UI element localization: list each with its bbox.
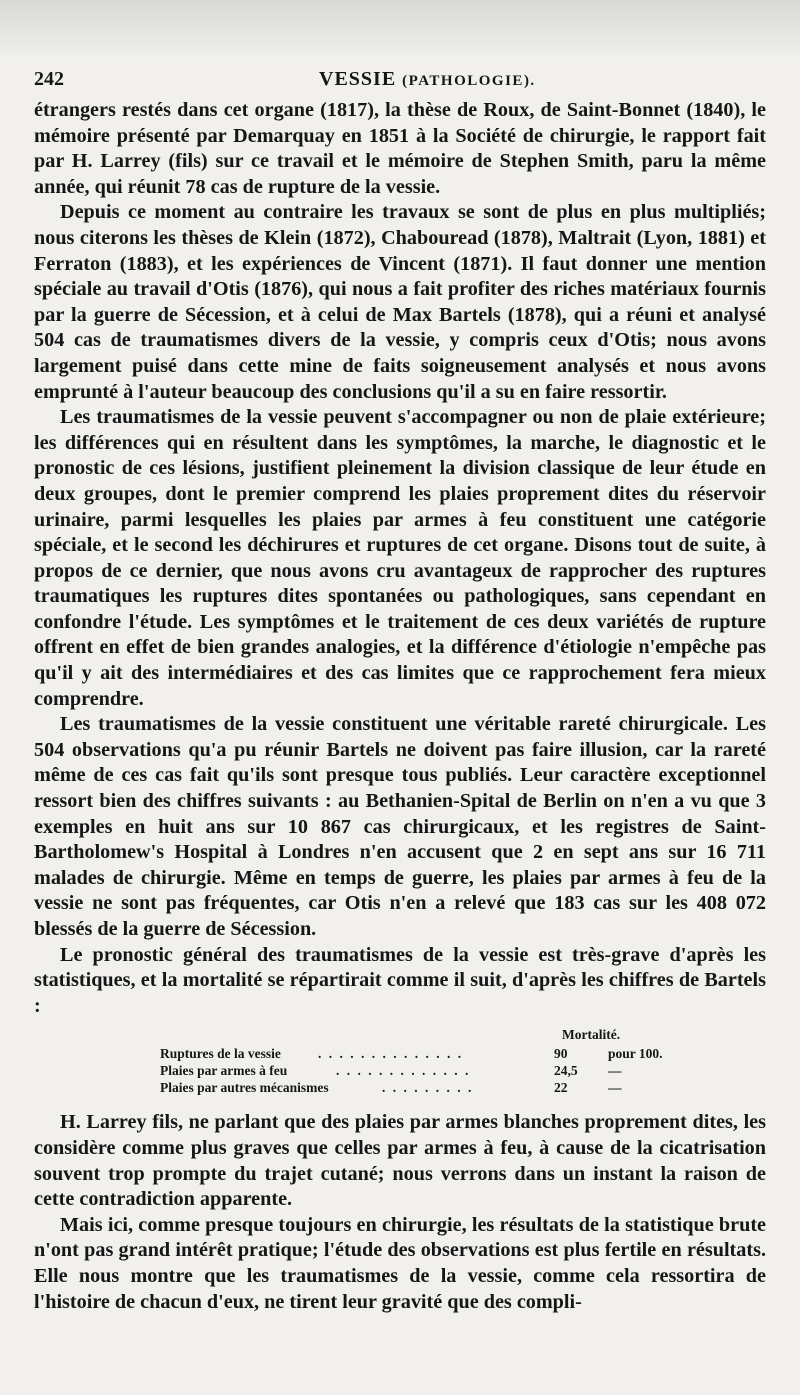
paragraph: Depuis ce moment au contraire les travaux se sont de plus en plus multipliés; nous citerons les thèses de Klein (1872), Chabouread (1878), Maltrait (Lyon, 1881) et Ferraton (1883), et les expériences de Vincent (1871). Il faut donner une mention spéciale au travail d'Otis (1876), qui nous a fait profiter des riches matériaux fournis par la guerre de Sécession, et à celui de Max Bartels (1878), qui a réuni et analysé 504 cas de traumatismes divers de la vessie, y compris ceux d'Otis; nous avons largement puisé dans cette mine de faits soigneusement analysés et nous avons emprunté à l'auteur beaucoup des conclusions qu'il a su en faire ressortir.	[34, 201, 766, 403]
paragraph: Le pronostic général des traumatismes de la vessie est très-grave d'après les statistiques, et la mortalité se répartirait comme il suit, d'après les chiffres de Bartels :	[34, 943, 766, 1017]
leader-dots: . . . . . . . . .	[382, 1080, 474, 1096]
paragraph: étrangers restés dans cet organe (1817), la thèse de Roux, de Saint-Bonnet (1840), le mémoire présenté par Demarquay en 1851 à la Société de chirurgie, le rapport fait par H. Larrey (fils) sur ce travail et le mémoire de Stephen Smith, paru la même année, qui réunit 78 cas de rupture de la vessie.	[34, 99, 766, 198]
table-row-value: 22	[554, 1080, 568, 1096]
table-row	[160, 1079, 760, 1096]
table-row-unit: —	[608, 1080, 622, 1096]
table-row-value: 24,5	[554, 1063, 578, 1079]
running-title-main: VESSIE	[319, 68, 397, 90]
leader-dots: . . . . . . . . . . . . .	[336, 1063, 471, 1079]
mortality-table	[160, 1025, 760, 1096]
page-number: 242	[34, 68, 64, 90]
scan-shadow	[0, 0, 800, 60]
table-header	[160, 1025, 760, 1045]
table-row-label: Plaies par autres mécanismes	[160, 1080, 329, 1096]
table-row-label: Ruptures de la vessie	[160, 1046, 281, 1062]
running-title-subtitle: (PATHOLOGIE).	[402, 73, 536, 89]
paragraph: Les traumatismes de la vessie constituent une véritable rareté chirurgicale. Les 504 observations qu'a pu réunir Bartels ne doivent pas faire illusion, car la rareté même de ces cas fait qu'ils sont presque tous publiés. Leur caractère exceptionnel ressort bien des chiffres suivants : au Bethanien-Spital de Berlin on n'en a vu que 3 exemples en huit ans sur 10 867 cas chirurgicaux, et les registres de Saint-Bartholomew's Hospital à Londres n'en accusent que 2 en sept ans sur 16 711 malades de chirurgie. Même en temps de guerre, les plaies par armes à feu de la vessie ne sont pas fréquentes, car Otis n'en a relevé que 183 cas sur les 408 072 blessés de la guerre de Sécession.	[34, 713, 766, 940]
table-row-label: Plaies par armes à feu	[160, 1063, 288, 1079]
table-header-label: Mortalité.	[562, 1027, 621, 1043]
paragraph: H. Larrey fils, ne parlant que des plaies par armes blanches proprement dites, les considère comme plus graves que celles par armes à feu, à cause de la cicatrisation souvent trop prompte du trajet cutané; nous verrons dans un instant la raison de cette contradiction apparente.	[34, 1111, 766, 1211]
table-row-value: 90	[554, 1046, 568, 1062]
table-row-unit: —	[608, 1063, 622, 1079]
paragraph: Mais ici, comme presque toujours en chirurgie, les résultats de la statistique brute n'ont pas grand intérêt pratique; l'étude des observations est plus fertile en résultats. Elle nous montre que les traumatismes de la vessie, comme cela ressortira de l'histoire de chacun d'eux, ne tirent leur gravité que des compli-	[34, 1213, 766, 1313]
table-row	[160, 1062, 760, 1079]
table-row-unit: pour 100.	[608, 1046, 663, 1062]
running-header	[34, 64, 766, 96]
paragraph: Les traumatismes de la vessie peuvent s'accompagner ou non de plaie extérieure; les différences qui en résultent dans les symptômes, la marche, le diagnostic et le pronostic de ces lésions, justifient pleinement la division classique de leur étude en deux groupes, dont le premier comprend les plaies proprement dites du réservoir urinaire, parmi lesquelles les plaies par armes à feu constituent une catégorie spéciale, et le second les déchirures et ruptures de cet organe. Disons tout de suite, à propos de ce dernier, que nous avons cru avantageux de rapprocher des ruptures traumatiques les ruptures dites spontanées ou pathologiques, sans cependant en confondre l'étude. Les symptômes et le traitement de ces deux variétés de rupture offrent en effet de bien grandes analogies, et la différence d'étiologie n'empêche pas qu'il y ait des intermédiaires et des cas limites que ce rapprochement fera mieux comprendre.	[34, 406, 766, 710]
running-title	[319, 68, 536, 91]
body-text	[34, 98, 766, 1315]
table-row	[160, 1045, 760, 1062]
leader-dots: . . . . . . . . . . . . . .	[318, 1046, 464, 1062]
